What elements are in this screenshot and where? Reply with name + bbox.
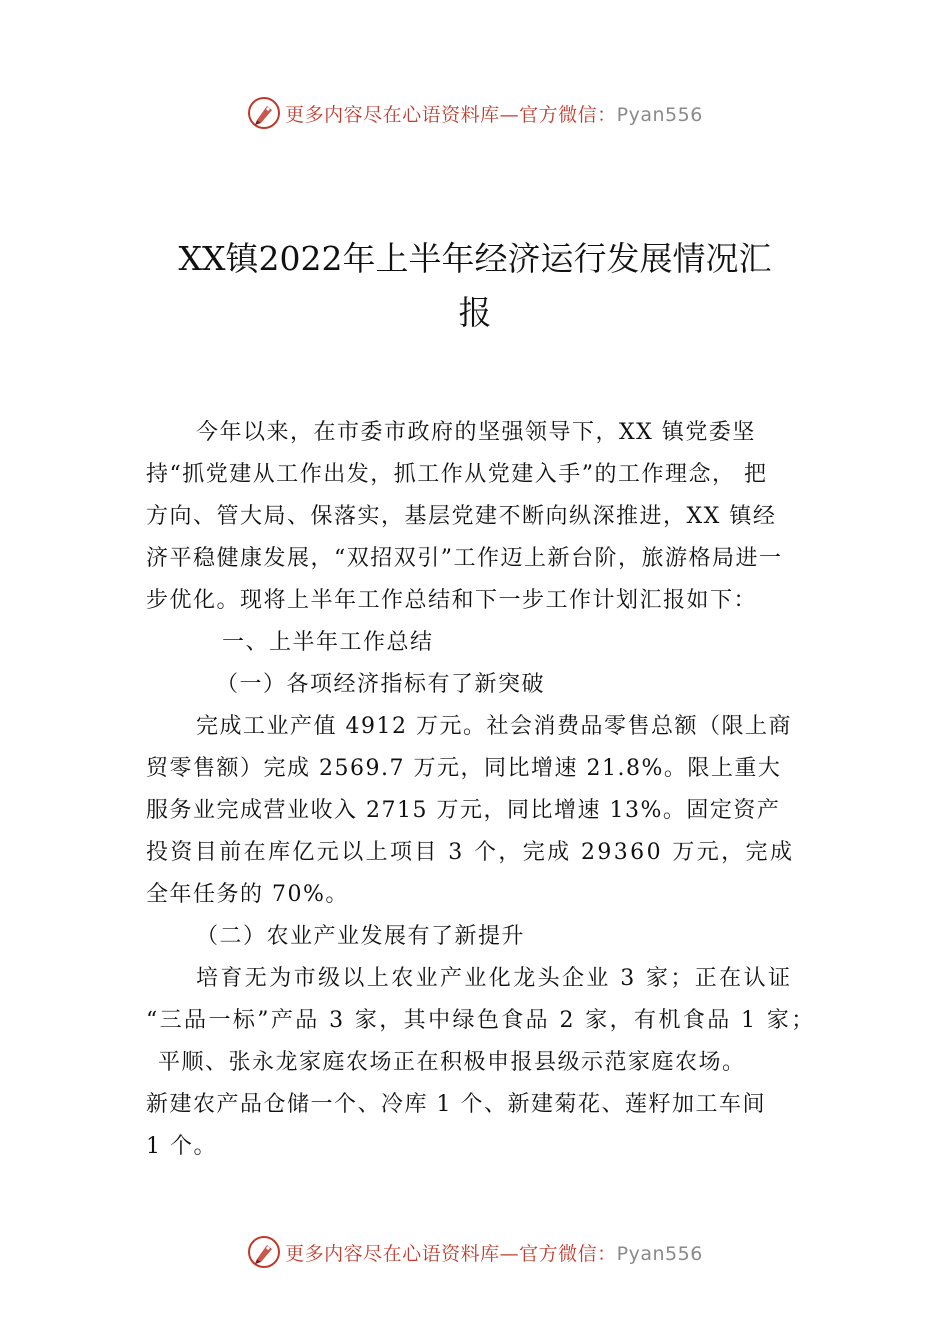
body-line: “三品一标”产品 3 家，其中绿色食品 2 家，有机食品 1 家； <box>146 1008 816 1033</box>
body-line: 服务业完成营业收入 2715 万元，同比增速 13%。固定资产 <box>146 798 781 823</box>
section-heading: 一、上半年工作总结 <box>222 630 434 655</box>
title-line-2: 报 <box>458 293 492 332</box>
body-line: 完成工业产值 4912 万元。社会消费品零售总额（限上商 <box>196 714 792 739</box>
body-line: 投资目前在库亿元以上项目 3 个，完成 29360 万元，完成 <box>146 840 795 865</box>
watermark-text: 更多内容尽在心语资料库—官方微信：Pyan556 <box>285 103 703 126</box>
body-line: 培育无为市级以上农业产业化龙头企业 3 家；正在认证 <box>196 966 793 991</box>
body-line: 持“抓党建从工作出发，抓工作从党建入手”的工作理念， 把 <box>146 462 768 487</box>
body-line: 方向、管大局、保落实，基层党建不断向纵深推进，XX 镇经 <box>146 504 777 529</box>
watermark-banner-bottom <box>0 1232 950 1272</box>
body-line: 济平稳健康发展，“双招双引”工作迈上新台阶，旅游格局进一 <box>146 546 783 571</box>
subsection-heading: （二）农业产业发展有了新提升 <box>196 924 526 949</box>
body-line: 1 个。 <box>146 1134 217 1159</box>
body-line: 平顺、张永龙家庭农场正在积极申报县级示范家庭农场。 <box>158 1050 746 1075</box>
body-line: 今年以来，在市委市政府的坚强领导下，XX 镇党委坚 <box>196 420 756 445</box>
wechat-id: Pyan556 <box>616 1242 703 1265</box>
body-line: 新建农产品仓储一个、冷库 1 个、新建菊花、莲籽加工车间 <box>146 1092 766 1117</box>
body-line: 步优化。现将上半年工作总结和下一步工作计划汇报如下： <box>146 588 758 613</box>
document-title <box>130 232 820 340</box>
pen-nib-icon <box>247 1235 281 1269</box>
watermark-text: 更多内容尽在心语资料库—官方微信：Pyan556 <box>285 1242 703 1265</box>
pen-nib-icon <box>247 96 281 130</box>
body-line: 贸零售额）完成 2569.7 万元，同比增速 21.8%。限上重大 <box>146 756 782 781</box>
wechat-id: Pyan556 <box>616 103 703 126</box>
body-line: 全年任务的 70%。 <box>146 882 349 907</box>
subsection-heading: （一）各项经济指标有了新突破 <box>216 672 546 697</box>
title-line-1: XX镇2022年上半年经济运行发展情况汇 <box>178 239 772 278</box>
watermark-banner-top <box>0 93 950 133</box>
document-body <box>146 412 818 1168</box>
